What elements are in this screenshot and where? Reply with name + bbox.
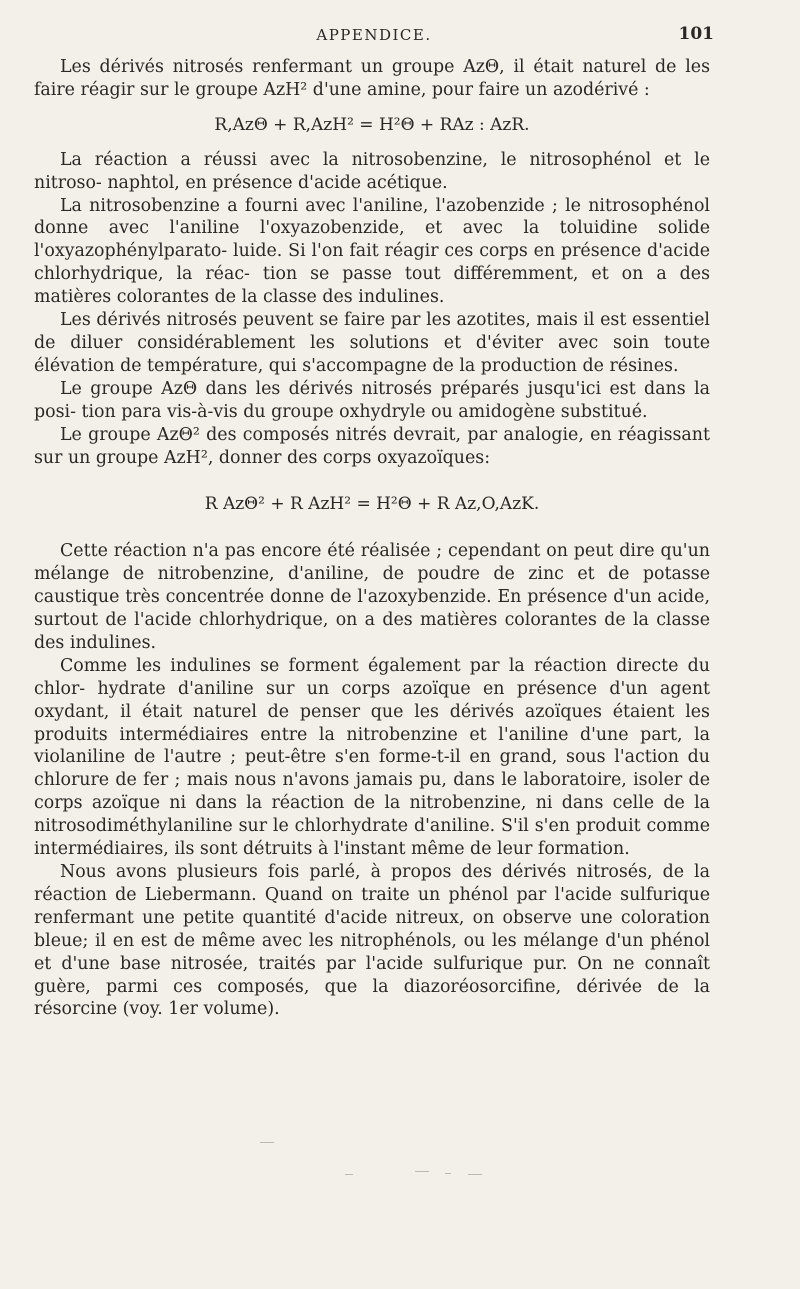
- paragraph-8: Comme les indulines se forment également par la réaction directe du chlor- hydrate d'aniline sur un corps azoïque en présence d'un agent oxydant, il était naturel de penser que les dérivés azoïques étaient les produits intermédiaires entre la nitrobenzine et l'aniline d'une part, la violaniline de l'autre ; peut-être s'en forme-t-il en grand, sous l'action du chlorure de fer ; mais nous n'avons jamais pu, dans le laboratoire, isoler de corps azoïque ni dans la réaction de la nitrobenzine, ni dans celle de la nitrosodiméthylaniline sur le chlorhydrate d'aniline. S'il s'en produit comme intermédiaires, ils sont détruits à l'instant même de leur formation.: [34, 655, 711, 860]
- paragraph-5: Le groupe AzΘ dans les dérivés nitrosés préparés jusqu'ici est dans la posi- tion para vis-à-vis du groupe oxhydryle ou amidogène substitué.: [34, 378, 710, 422]
- paragraph-9: Nous avons plusieurs fois parlé, à propos des dérivés nitrosés, de la réaction de Liebermann. Quand on traite un phénol par l'acide sulfurique renfermant une petite quantité d'acide nitreux, on observe une coloration bleue; il en est de même avec les nitrophénols, ou les mélange d'un phénol et d'une base nitrosée, traités par l'acide sulfurique pur. On ne connaît guère, parmi ces composés, que la diazoréosorcifine, dérivée de la résorcine (voy. 1er volume).: [34, 862, 711, 1020]
- ink-smudges: [250, 1140, 550, 1180]
- paragraph-3: La nitrosobenzine a fourni avec l'aniline, l'azobenzide ; le nitrosophénol donne avec l'aniline l'oxyazobenzide, et avec la toluidine solide l'oxyazophénylparato- luide. Si l'on fait réagir ces corps en présence d'acide chlorhydrique, la réac- tion se passe tout différemment, et on a des matières colorantes de la classe des indulines.: [34, 195, 711, 308]
- smudge-mark: [445, 1173, 451, 1174]
- page-header: [34, 26, 714, 48]
- page-number: 101: [678, 24, 714, 44]
- paragraph-1: Les dérivés nitrosés renfermant un groupe AzΘ, il était naturel de les faire réagir sur le groupe AzH² d'une amine, pour faire un azodérivé :: [34, 57, 710, 100]
- smudge-mark: [345, 1174, 353, 1175]
- smudge-mark: [260, 1142, 274, 1143]
- paragraph-6: Le groupe AzΘ² des composés nitrés devrait, par analogie, en réagissant sur un groupe AzH², donner des corps oxyazoïques:: [34, 424, 710, 468]
- body-text: [34, 56, 710, 1021]
- formula-azo: R,AzΘ + R,AzH² = H²Θ + RAz : AzR.: [214, 114, 530, 135]
- paragraph-7: Cette réaction n'a pas encore été réalisée ; cependant on peut dire qu'un mélange de nitrobenzine, d'aniline, de poudre de zinc et de potasse caustique très concentrée donne de l'azoxybenzide. En présence d'un acide, surtout de l'acide chlorhydrique, on a des matières colorantes de la classe des indulines.: [34, 541, 711, 653]
- paragraph-2: La réaction a réussi avec la nitrosobenzine, le nitrosophénol et le nitroso- naphtol, en présence d'acide acétique.: [34, 149, 710, 193]
- smudge-mark: [468, 1174, 482, 1175]
- smudge-mark: [415, 1171, 429, 1172]
- paragraph-4: Les dérivés nitrosés peuvent se faire par les azotites, mais il est essentiel de diluer considérablement les solutions et d'éviter avec soin toute élévation de température, qui s'accompagne de la production de résines.: [34, 310, 710, 376]
- running-head: APPENDICE.: [316, 26, 432, 44]
- formula-oxyazo: R AzΘ² + R AzH² = H²Θ + R Az,O,AzK.: [204, 494, 540, 515]
